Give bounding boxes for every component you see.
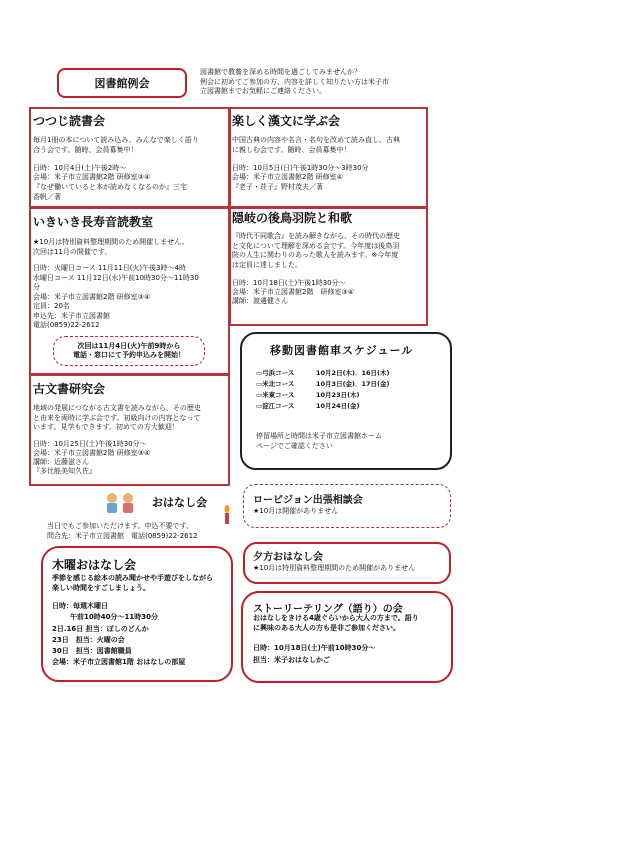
kanbun-date: 日時：10月5日(日)午後1時30分～3時30分 xyxy=(232,164,369,172)
kobunsho-venue: 会場：米子市立図書館2階 研修室③④ xyxy=(33,449,151,457)
mobile-schedule xyxy=(256,368,446,412)
story-date: 日時：10月18日(土)午前10時30分～ xyxy=(253,644,376,652)
mokuyo-s3: 30日 担当：図書館職員 xyxy=(52,647,132,655)
kobunsho-date: 日時：10月25日(土)午後1時30分～ xyxy=(33,440,147,448)
ikiiki-title: いきいき長寿音読教室 xyxy=(33,215,154,229)
header-title: 図書館例会 xyxy=(94,77,150,90)
bus-icon: ▭ xyxy=(256,380,263,388)
robijon-title: ロービジョン出張相談会 xyxy=(253,495,363,506)
kanbun-venue: 会場：米子市立図書館2階 研修室④ xyxy=(232,173,343,181)
bus-icon: ▭ xyxy=(256,391,263,399)
kobunsho-lecturer: 講師：近藤滋さん xyxy=(33,458,89,466)
mobile-library-title: 移動図書館車スケジュール xyxy=(270,344,414,357)
gotoba-title: 隠岐の後鳥羽院と和歌 xyxy=(232,211,353,225)
story-desc: おはなしをきける4歳ぐらいから大人の方まで。語り に興味のある大人の方も是非ご参加ください。 xyxy=(253,614,419,632)
children-illustration xyxy=(100,490,140,515)
tsutsuji-venue: 会場：米子市立図書館2階 研修室③④ xyxy=(33,173,151,181)
schedule-row: ▭弓浜コース 10月2日(木)．16日(木) xyxy=(256,369,390,377)
mokuyo-desc: 季節を感じる絵本の読み聞かせや手遊びをしながら 楽しい時間をすごしましょう。 xyxy=(52,574,213,592)
mokuyo-time: 午前10時40分～11時30分 xyxy=(70,613,158,621)
gotoba-venue: 会場：米子市立図書館2階 研修室③④ xyxy=(232,288,355,296)
robijon-note: ★10月は開催がありません xyxy=(253,507,339,515)
mokuyo-title: 木曜おはなし会 xyxy=(52,558,137,572)
mokuyo-s1: 2日.16日 担当：ぽしのどんか xyxy=(52,625,149,633)
mokuyo-s2: 23日 担当：火曜の会 xyxy=(52,636,125,644)
ohanashi-desc: 当日でもご参加いただけます。申込不要です。 xyxy=(47,522,193,530)
yugata-note: ★10月は特別資料整理期間のため開催がありません xyxy=(253,564,416,572)
ohanashi-contact: 問合先：米子市立図書館 電話(0859)22-2612 xyxy=(47,532,198,540)
header-title-box xyxy=(57,68,187,98)
gotoba-date: 日時：10月18日(土)午後1時30分～ xyxy=(232,279,346,287)
gotoba-lecturer: 講師：渡邊健さん xyxy=(232,297,288,305)
yugata-title: 夕方おはなし会 xyxy=(253,552,323,563)
bus-icon: ▭ xyxy=(256,402,263,410)
kobunsho-book: 『多比能美知久佐』 xyxy=(33,467,96,475)
mokuyo-venue: 会場：米子市立図書館1階 おはなしの部屋 xyxy=(52,658,186,666)
ikiiki-callout-text: 次回は11月4日(火)午前9時から 電話・窓口にて予約申込みを開始！ xyxy=(73,341,185,359)
tsutsuji-title: つつじ読書会 xyxy=(33,114,106,128)
story-title: ストーリーテリング（語り）の会 xyxy=(253,604,403,615)
bus-icon: ▭ xyxy=(256,369,263,377)
tsutsuji-date: 日時：10月4日(土)午後2時～ xyxy=(33,164,127,172)
tsutsuji-desc: 毎月1冊の本について読み込み、みんなで楽しく語り 合う会です。随時、会員募集中！ xyxy=(33,136,199,154)
tsutsuji-book: 『なぜ働いていると本が読めなくなるのか』三宅 香帆／著 xyxy=(33,183,187,201)
kobunsho-title: 古文書研究会 xyxy=(33,382,106,396)
schedule-row: ▭米北コース 10月3日(金)．17日(金) xyxy=(256,380,390,388)
mokuyo-date: 日時：毎週木曜日 xyxy=(52,602,108,610)
kobunsho-desc: 地域の発展につながる古文書を読みながら、その歴史 と由来を両時に学ぶ会です。初級向けの内容となって います。見学もできます。初めての方大歓迎！ xyxy=(33,404,201,431)
ikiiki-note: ★10月は特別資料整理期間のため開催しません。 次回は11月の開催です。 xyxy=(33,238,189,256)
ikiiki-callout xyxy=(53,336,205,366)
header-intro: 図書館で教養を深める時間を過ごしてみませんか？ 例会に初めてご参加の方、内容を詳しく知りたい方は米子市 立図書館までお気軽にご連絡ください。 xyxy=(200,68,389,95)
kanbun-desc: 中国古典の内容や名言・名句を改めて読み直し、古典 に親しむ会です。随時、会員募集中！ xyxy=(232,136,400,154)
kanbun-book: 『老子・荘子』野村茂夫／著 xyxy=(232,183,323,191)
ikiiki-details: 日時：火曜日コース 11月11日(火)午後3時～4時 水曜日コース 11月12日(水)午前10時30分～11時30 分 会場：米子市立図書館2階 研修室③④ 定員：20名 申込先：米子市立図書館 電話(0859)22-2612 xyxy=(33,264,199,329)
ohanashi-title: おはなし会 xyxy=(152,496,207,509)
gotoba-desc: 『時代不同歌合』を読み解きながら、その時代の歴史 と文化について理解を深める会です。今年度は後鳥羽 院の人生に関わりのあった歌人を読みます。※今年度 は定員に達しました。 xyxy=(232,232,400,269)
story-lead: 担当：米子おはなしかご xyxy=(253,656,330,664)
schedule-row: ▭淀江コース 10月24日(金) xyxy=(256,402,360,410)
kanbun-title: 楽しく漢文に学ぶ会 xyxy=(232,114,341,128)
mobile-note: 停留場所と時間は米子市立図書館ホーム ページでご確認ください xyxy=(256,432,382,450)
schedule-row: ▭米東コース 10月23日(木) xyxy=(256,391,360,399)
